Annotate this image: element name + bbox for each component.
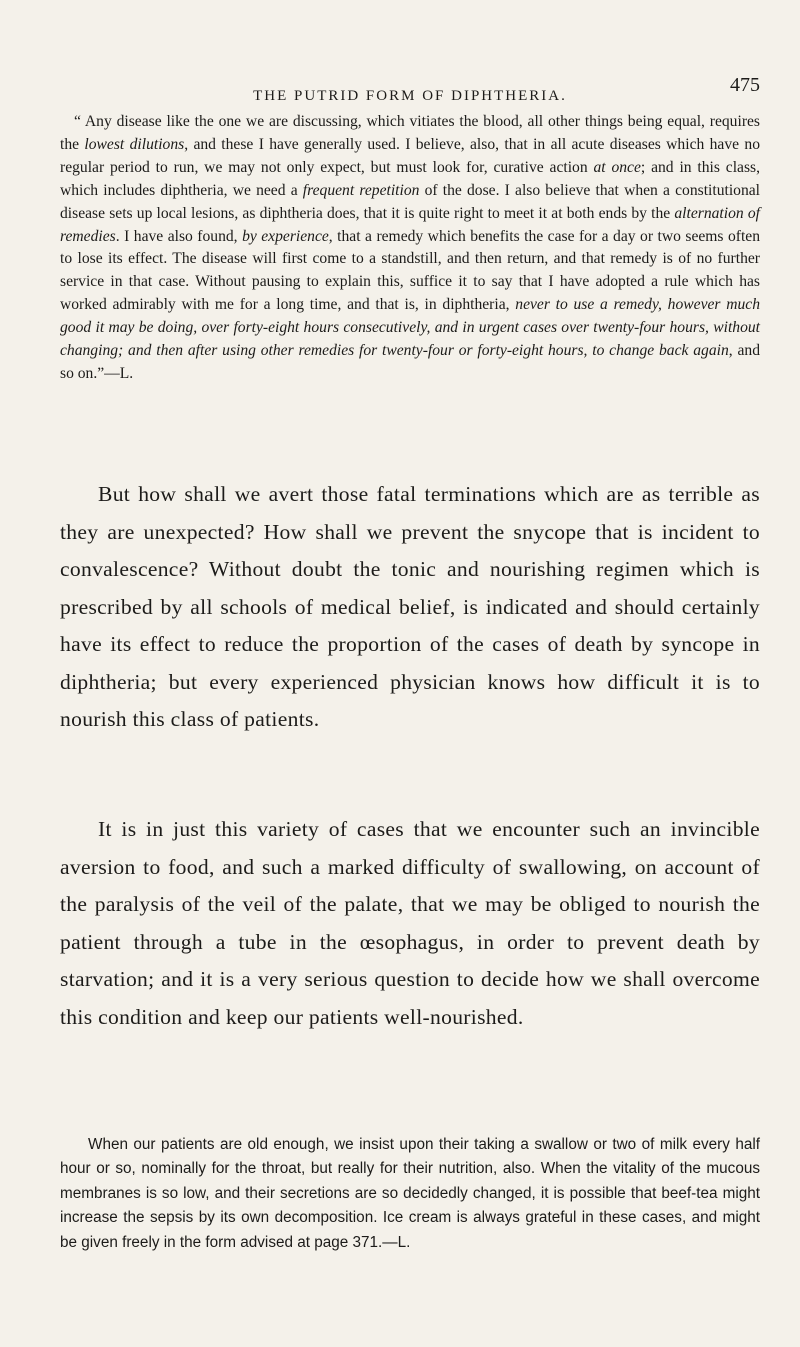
quote-text: , that a remedy which benefits the case for a day or two seems often to lose its effect. The disease will first come to a standstill, and then return, and that remedy is of no further service in that case. Without pausing to explain this, suffice it to say that I have adopted a rule which has worked admirably with me for a long time, and that is, in diphtheria,: [60, 227, 761, 314]
body-paragraph-1: But how shall we avert those fatal terminations which are as terrible as they are unexpected? How shall we prevent the snycope that is incident to convalescence? Without doubt the tonic and nourishing regimen which is prescribed by all schools of medical belief, is indicated and should certainly have its effect to reduce the proportion of the cases of death by syncope in diphtheria; but every experienced physician knows how difficult it is to nourish this class of patients.: [60, 482, 760, 731]
quote-text: , and so on.”—L.: [60, 342, 761, 382]
quote-emphasis: never to use a remedy, however much good it may be doing, over forty-eight hours consecutively, and in urgent cases over twenty-four hours, without changing; and then after using other remedies for twenty-four or forty-eight hours, to change back again: [60, 296, 760, 360]
body-paragraph-2: It is in just this variety of cases that we encounter such an invincible aversion to food, and such a marked difficulty of swallowing, on account of the paralysis of the veil of the palate, that we may be obliged to nourish the patient through a tube in the œsophagus, in order to prevent death by starvation; and it is a very serious question to decide how we shall overcome this condition and keep our patients well-nourished.: [60, 817, 760, 1029]
quote-text: . I have also found,: [115, 227, 243, 245]
quote-text: , and these I have generally used. I believe, also, that in all acute diseases which have no regular period to run, we may not only expect, but must look for, curative action: [60, 135, 761, 176]
running-title: THE PUTRID FORM OF DIPHTHERIA.: [253, 88, 567, 104]
quoted-paragraph: [60, 111, 760, 386]
quote-emphasis: at once: [593, 158, 641, 176]
quote-text: “ Any disease like the one we are discussing, which vitiates the blood, all other things being equal, requires the: [60, 113, 760, 153]
quote-text: of the dose. I also believe that when a constitutional disease sets up local lesions, as diphtheria does, that it is quite right to meet it at both ends by the: [60, 181, 761, 222]
quote-emphasis: frequent repetition: [302, 181, 420, 199]
page-number: 475: [730, 74, 760, 96]
quote-emphasis: lowest dilutions: [84, 135, 185, 153]
quote-emphasis: alternation of remedies: [60, 204, 760, 245]
quote-text: ; and in this class, which includes diphtheria, we need a: [60, 158, 760, 199]
book-page: [60, 0, 760, 1347]
quote-emphasis: by experience: [242, 227, 329, 245]
running-head: [60, 74, 760, 104]
footnote: When our patients are old enough, we insist upon their taking a swallow or two of milk every half hour or so, nominally for the throat, but really for their nutrition, also. When the vitality of the mucous membranes is so low, and their secretions are so decidedly changed, it is possible that beef-tea might increase the sepsis by its own decomposition. Ice cream is always grateful in these cases, and might be given freely in the form advised at page 371.—L.: [60, 1136, 760, 1251]
